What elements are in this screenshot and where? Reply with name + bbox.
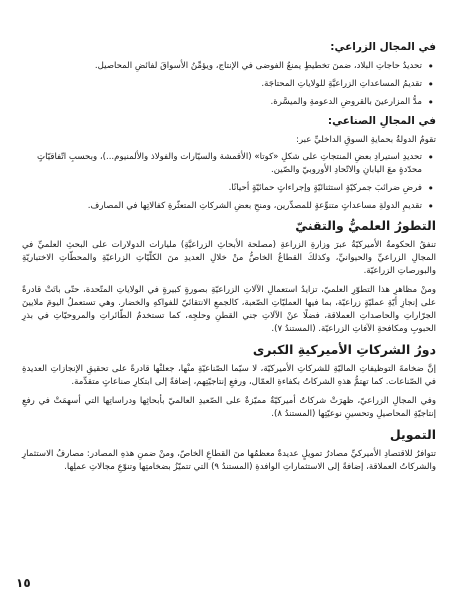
science-paragraph: ومنْ مظاهرِ هذا التطوّرِ العلميّ، تزايدُ استعمالِ الآلاتِ الزراعيّةِ بصورةٍ كبيرةٍ في الولاياتِ المتّحدة، حتّى باتَتْ قادرةً على إنجازِ أيّةِ عمليّةٍ زراعيّة، بما فيها العمليّاتِ الصّعبة، كالجمعِ الانتقائيّ للفواكهِ والخضار. وهي تستعملُ اليومَ ملايينَ الجرّاراتِ والحاصداتِ العملاقة، فضلًا عنْ الآلاتِ جني القطنِ وحلجِه، كما تستخدمُ الطّائراتِ والمروحيّاتِ في بذرِ الحبوبِ ومكافحةِ الآفاتِ الزراعيّة. (المستندُ ٧). (22, 285, 436, 334)
list-item: • تحديدِ استيرادِ بعضِ المنتجاتِ على شكلِ «كوتا» (الأقمشة والسيّارات والفولاذ والألمنيوم...)، وبحسبِ اتّفاقيّاتٍ محدّدةٍ معَ اليابانِ والاتّحادِ الأوروبيّ والصّين. (22, 151, 422, 177)
agri-heading: في المجال الزراعي: (330, 41, 436, 53)
list-item: • فرضِ ضرائبَ جمركيّةٍ استثنائيّةٍ وإجراءاتٍ حمائيّةٍ أحيانًا. (22, 182, 422, 195)
finance-paragraph: تتوافرُ للاقتصادِ الأميركيِّ مصادرُ تمويلٍ عديدةٌ معظمُها منَ القطاعِ الخاصّ، ومنْ ضمنِ هذهِ المصادر: مصارفُ الاستثمارِ والشركاتُ العملاقة، إضافةً إلى الاستثماراتِ الوافدةِ (المستندُ ٩) التي تتميّزُ بضخامتِها وتنوّعِ مجالاتِ عملِها. (22, 449, 436, 472)
industry-list (22, 151, 436, 213)
agri-list (22, 60, 436, 109)
science-paragraph: تنفقُ الحكومةُ الأميركيّةُ عبرَ وزارةِ الزراعةِ (مصلحة الأبحاثِ الزراعيَّةِ) مليارات الدولارات على البحثِ العلميِّ في المجالِ الزراعيِّ والحيوانيِّ، وكذلكَ القطاعُ الخاصُّ منْ خلالِ العديدِ منَ الكلّيّاتِ الزراعيّةِ والمحطّاتِ الاختباريّةِ والبورصاتِ الزراعيّة. (22, 240, 436, 276)
page-number: ١٥ (16, 576, 31, 590)
industry-heading: في المجالِ الصناعي: (327, 115, 436, 127)
companies-paragraph: وفي المجالِ الزراعيّ، ظهرَتْ شركاتٌ أميركيّةٌ مميّزةٌ على الصّعيدِ العالميّ بأبحاثِها ودراساتِها التي أسهمَتْ في رفعِ إنتاجيّةِ المحاصيلِ وتحسينِ نوعيّتِها (المستندُ ٨). (22, 396, 436, 419)
list-item: • تحديدُ حاجاتِ البلاد، ضمنَ تخطيطٍ يمنعُ الفوضى في الإنتاج، ويؤمِّنُ الأسواقَ لفائضِ المحاصيل. (22, 60, 422, 73)
finance-heading: التمويل (389, 427, 436, 442)
list-item: • تقديمِ الدولةِ مساعداتٍ متنوِّعةٍ للمصدِّرين، ومنحِ بعضِ الشركاتِ المتعثّرةِ كفالاتِها في المصارف. (22, 200, 422, 213)
list-item: • تقديمُ المساعداتِ الزراعيَّةِ للولاياتِ المحتاجَة. (22, 78, 422, 91)
companies-paragraph: إنَّ ضخامةَ التوظيفاتِ الماليّةِ للشركاتِ الأميركيّة، لا سيّما الصّناعيّةِ منْها، جعلتْها قادرةً على تحقيقِ الإنجازاتِ العديدةِ في الصّناعات. كما تهتمُّ هذهِ الشركاتُ بكفاءةِ العمّال، ورفعِ إنتاجيّتِهم، إضافةً إلى ابتكارِ صناعاتٍ متقدِّمة. (22, 364, 436, 387)
science-heading: التطورُ العلميُّ والتقنيّ (295, 218, 436, 233)
industry-intro: تقومُ الدولةُ بحمايةِ السوقِ الداخليِّ عبر: (296, 135, 436, 145)
companies-heading: دورُ الشركاتِ الأميركيةِ الكبرى (252, 342, 436, 357)
list-item: • مدُّ المزارعينَ بالقروضِ الدعومةِ والميسَّرة. (22, 96, 422, 109)
